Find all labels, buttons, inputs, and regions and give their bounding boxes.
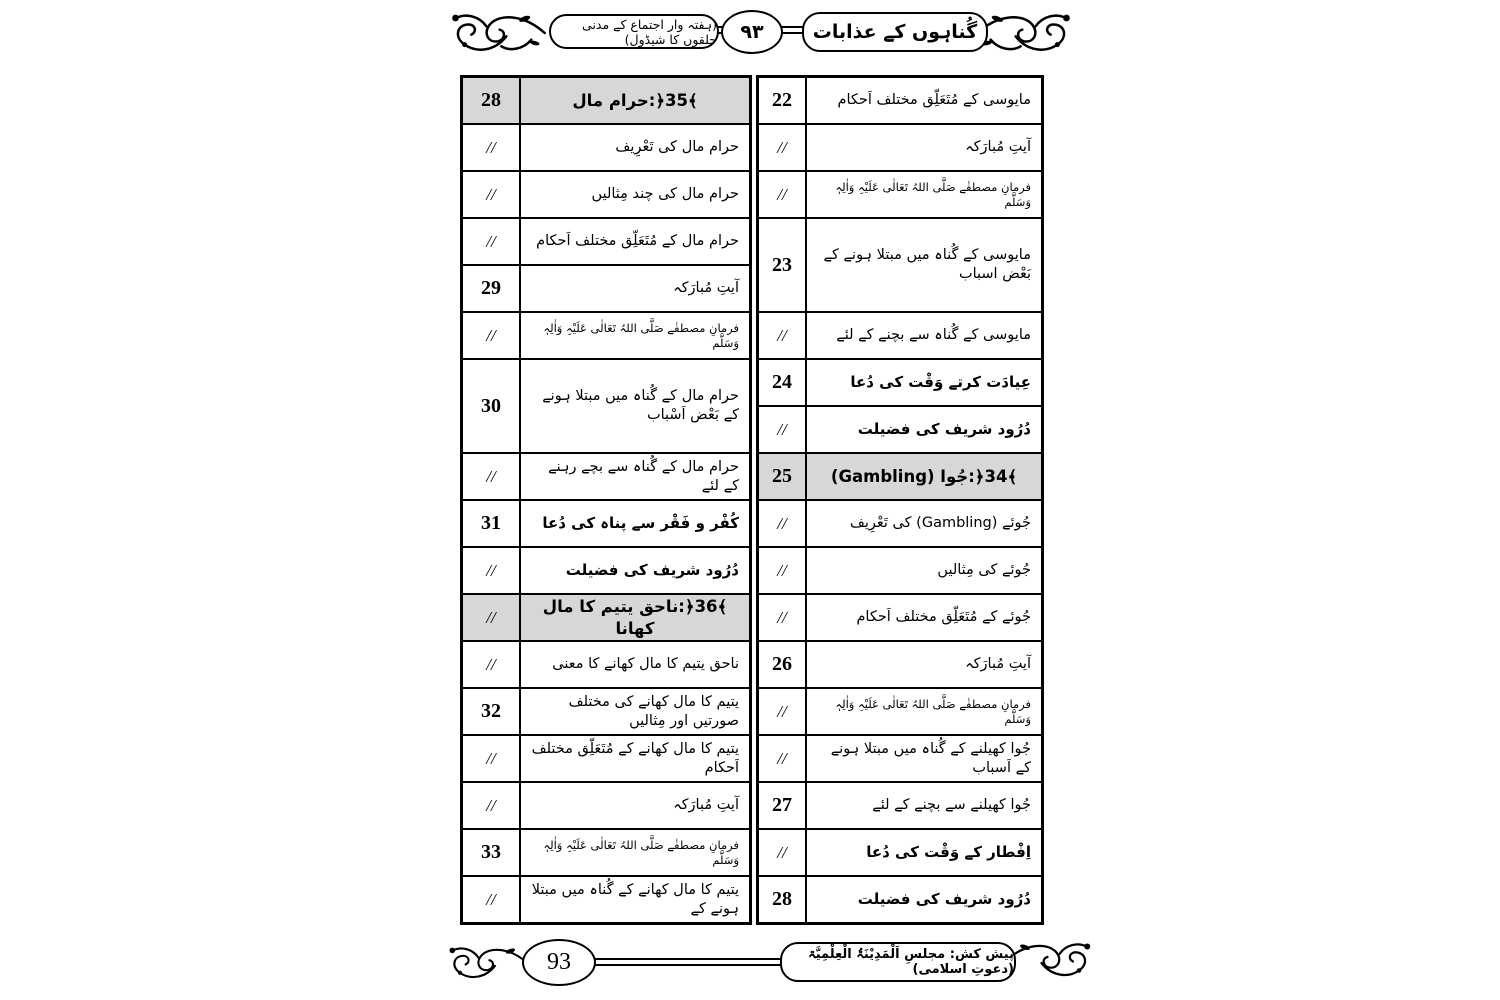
toc-section-row [463,78,749,123]
toc-entry-row [759,875,1041,922]
entry-title: عِیادَت کرتے وَقْت کی دُعا [850,372,1031,391]
toc-entry-row [759,781,1041,828]
page-number-cell: 31 [463,501,521,546]
entry-title: جُوئے (Gambling) کی تَعْرِیف [849,515,1031,532]
toc-entry-row [463,217,749,264]
page-number-cell: // [759,407,807,452]
page-number-cell: // [759,689,807,734]
entry-title: یتیم کا مال کھانے کے گُناہ میں مبتلا ہونے کے [531,881,739,917]
entry-title: فرمانِ مصطفٰے صَلَّی اللہُ تَعَالٰی عَلَیْہِ وَاٰلِہٖ وَسَلَّم [543,837,739,867]
toc-entry-row [463,499,749,546]
toc-entry-row [759,593,1041,640]
page-number-cell: 26 [759,642,807,687]
page-number-cell: // [463,125,521,170]
toc-entry-row [759,123,1041,170]
toc-entry-row [463,640,749,687]
page-number-cell: 29 [463,266,521,311]
floral-ornament-icon [446,8,550,58]
toc-entry-row [463,546,749,593]
page-number-cell: // [463,454,521,499]
toc-table-left [460,75,752,925]
entry-title: یتیم کا مال کھانے کے مُتَعَلِّق مختلف اَحکام [531,740,739,776]
toc-section-row [463,593,749,640]
toc-entry-row [759,311,1041,358]
entry-title: مایوسی کے گُناہ سے بچنے کے لئے [836,327,1031,344]
entry-title: جُوئے کی مِثالیں [937,562,1031,579]
entry-title: آیتِ مُبارَکہ [965,656,1031,673]
toc-entry-row [759,546,1041,593]
footer-rule [585,958,805,966]
page-number-cell: // [463,783,521,828]
page-number-cell: // [759,501,807,546]
toc-section-row [759,452,1041,499]
page-number-cell: 32 [463,689,521,734]
page-number-cell: 30 [463,360,521,452]
entry-title: جُوا کھیلنے کے گُناہ میں مبتلا ہونے کے اَسباب [830,740,1031,776]
toc-entry-row [759,217,1041,311]
toc-entry-row [463,170,749,217]
entry-title: فرمانِ مصطفٰے صَلَّی اللہُ تَعَالٰی عَلَیْہِ وَاٰلِہٖ وَسَلَّم [835,179,1031,209]
page-number-cell: 28 [463,78,521,123]
entry-title: ﴾36﴿:ناحق یتیم کا مال کھانا [542,597,728,638]
toc-entry-row [463,734,749,781]
toc-entry-row [759,170,1041,217]
entry-title: فرمانِ مصطفٰے صَلَّی اللہُ تَعَالٰی عَلَیْہِ وَاٰلِہٖ وَسَلَّم [543,320,739,350]
header-book-title [802,12,988,52]
page-number-cell: 22 [759,78,807,123]
entry-title: فرمانِ مصطفٰے صَلَّی اللہُ تَعَالٰی عَلَیْہِ وَاٰلِہٖ وَسَلَّم [835,696,1031,726]
entry-title: دُرُود شریف کی فضیلت [857,889,1031,908]
page-number-cell: 28 [759,877,807,922]
toc-entry-row [463,123,749,170]
footer-page-number-text: 93 [547,949,571,975]
footer-publisher-text: پیش کش: مجلسِ اَلْمَدِیْنَۃُ الْعِلْمِیَّۃ (دعوتِ اسلامی) [808,947,1014,977]
page-number-cell: // [463,313,521,358]
floral-ornament-icon [446,936,530,990]
toc-entry-row [463,781,749,828]
toc-entry-row [759,405,1041,452]
page-number-cell: // [463,877,521,922]
page-number-cell: // [759,595,807,640]
page-number-cell: // [463,219,521,264]
entry-title: کُفْر و فَقْر سے پناہ کی دُعا [542,513,739,532]
toc-entry-row [759,828,1041,875]
entry-title: ناحق یتیم کا مال کھانے کا معنی [552,656,739,673]
entry-title: دُرُود شریف کی فضیلت [565,560,739,579]
toc-entry-row [463,828,749,875]
toc-entry-row [463,875,749,922]
entry-title: حرام مال کی تَعْرِیف [615,139,739,156]
entry-title: آیتِ مُبارَکہ [673,797,739,814]
entry-title: یتیم کا مال کھانے کی مختلف صورتیں اور مِثالیں [568,693,739,729]
entry-title: ﴾35﴿:حرام مال [572,90,698,110]
header-subtitle-text: (ہفتہ وار اجتماع کے مدنی حلقوں کا شیڈول) [582,16,717,47]
entry-title: جُوا کھیلنے سے بچنے کے لئے [872,797,1031,814]
entry-title: دُرُود شریف کی فضیلت [857,419,1031,438]
entry-title: حرام مال کے گُناہ میں مبتلا ہونے کے بَعْض اَسْباب [542,388,739,423]
page-number-cell: // [463,548,521,593]
page-number-cell: // [759,313,807,358]
entry-title: حرام مال کے گُناہ سے بچے رہنے کے لئے [548,458,739,494]
toc-entry-row [463,687,749,734]
toc-entry-row [463,264,749,311]
header-book-title-text: گُناہوں کے عذابات [812,21,978,43]
toc-entry-row [759,499,1041,546]
footer-publisher [780,942,1016,982]
page-number-cell: // [463,595,521,640]
page-number-cell: // [759,172,807,217]
entry-title: آیتِ مُبارَکہ [673,280,739,297]
toc-entry-row [759,734,1041,781]
page-number-cell: // [759,736,807,781]
page-number-cell: // [759,830,807,875]
toc-entry-row [759,78,1041,123]
floral-ornament-icon [1004,930,1094,990]
toc-entry-row [759,640,1041,687]
entry-title: مایوسی کے مُتَعَلِّق مختلف اَحکام [837,92,1031,109]
page-number-cell: 23 [759,219,807,311]
toc-entry-row [463,311,749,358]
footer-page-number [522,939,596,986]
page-number-cell: // [463,172,521,217]
entry-title: جُوئے کے مُتَعَلِّق مختلف اَحکام [856,609,1031,626]
entry-title: حرام مال کی چند مِثالیں [591,186,739,203]
toc-entry-row [759,358,1041,405]
header-subtitle [549,14,719,49]
page-number-cell: 33 [463,830,521,875]
page-number-cell: // [759,125,807,170]
toc-table-right [756,75,1044,925]
entry-title: اِفْطار کے وَقْت کی دُعا [866,842,1031,861]
entry-title: مایوسی کے گُناہ میں مبتلا ہونے کے بَعْض اسباب [823,247,1031,282]
header-page-number-text: ٩٣ [740,21,764,43]
entry-title: آیتِ مُبارَکہ [965,139,1031,156]
entry-title: حرام مال کے مُتَعَلِّق مختلف اَحکام [536,233,739,250]
page-number-cell: // [463,642,521,687]
entry-title: ﴾34﴿:جُوا (Gambling) [830,466,1018,486]
toc-entry-row [463,358,749,452]
toc-entry-row [463,452,749,499]
page-number-cell: // [759,548,807,593]
page-number-cell: 25 [759,454,807,499]
page-number-cell: 24 [759,360,807,405]
page-number-cell: // [463,736,521,781]
page-number-cell: 27 [759,783,807,828]
toc-entry-row [759,687,1041,734]
header-page-number [721,10,783,54]
